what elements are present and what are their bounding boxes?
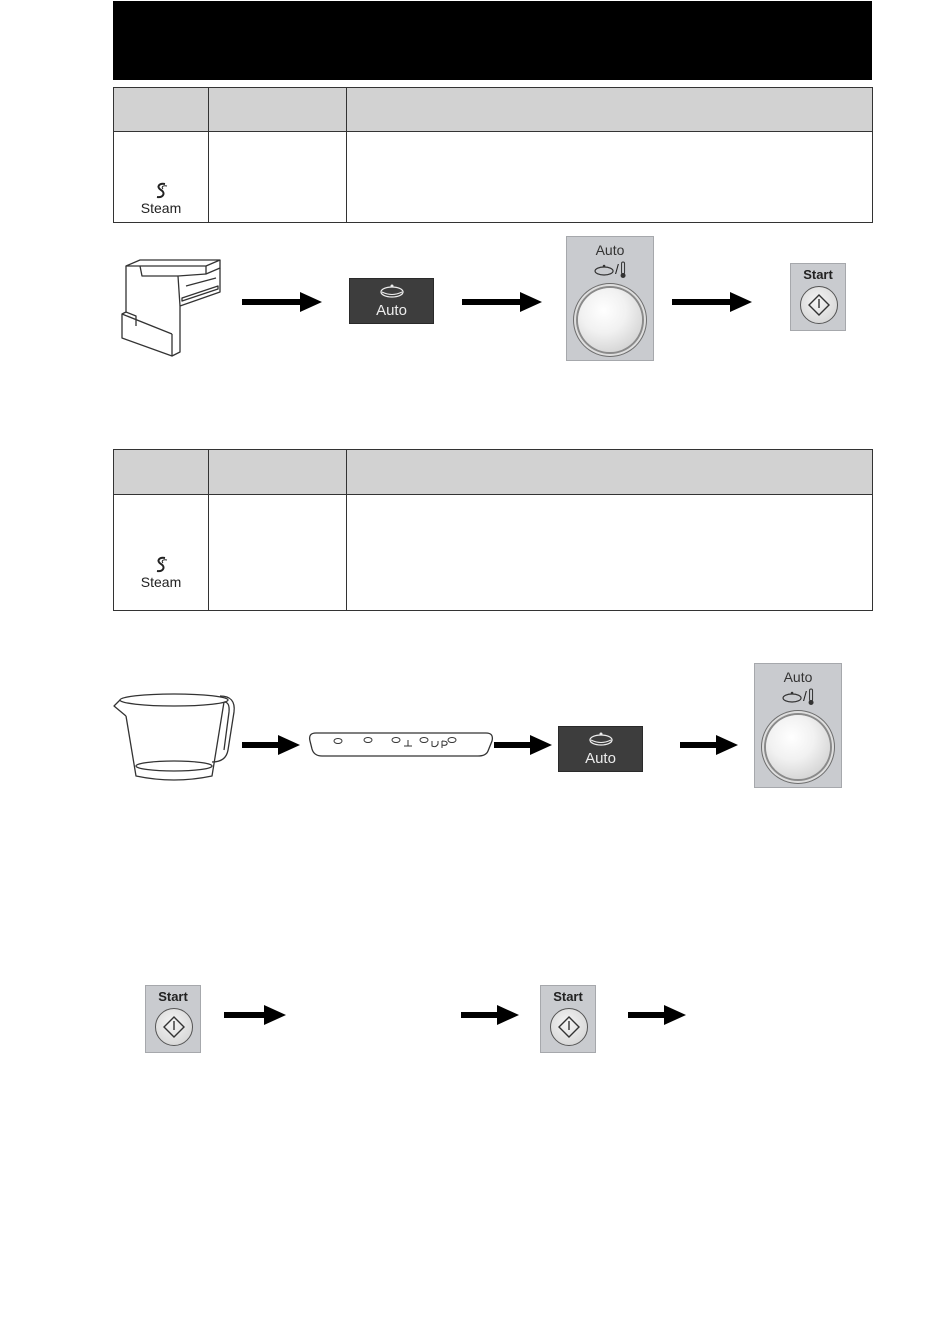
section-header-bar: [113, 1, 872, 80]
measuring-jug-illustration: [112, 692, 238, 784]
auto-dial-panel: [566, 236, 654, 361]
arrow-right-icon: [224, 1008, 286, 1022]
start-button-label: Start: [803, 267, 833, 282]
dial-separator: /: [803, 688, 807, 704]
dish-icon: [587, 731, 615, 747]
table2-header-2: [209, 450, 347, 495]
table2-steam-cell: [114, 495, 209, 611]
start-button[interactable]: [790, 263, 846, 331]
start-button-label: Start: [553, 989, 583, 1004]
auto-dial-panel: [754, 663, 842, 788]
table2-header-3: [347, 450, 873, 495]
arrow-right-icon: [628, 1008, 686, 1022]
table1-header-1: [114, 88, 209, 132]
dish-icon: [378, 283, 406, 299]
start-button-label: Start: [158, 989, 188, 1004]
dish-thermometer-icon: [781, 688, 815, 706]
auto-button-label: Auto: [376, 302, 407, 319]
table2-cell-2: [209, 495, 347, 611]
table1-steam-cell: [114, 132, 209, 223]
dial-title: Auto: [595, 242, 625, 258]
auto-dial-knob[interactable]: [578, 288, 642, 352]
arrow-right-icon: [680, 738, 738, 752]
start-diamond-icon: [800, 286, 838, 324]
start-button[interactable]: [540, 985, 596, 1053]
steam-table-1: [113, 87, 873, 223]
steam-label: Steam: [140, 574, 182, 590]
auto-dial-knob[interactable]: [766, 715, 830, 779]
arrow-right-icon: [462, 295, 542, 309]
start-diamond-icon: [550, 1008, 588, 1046]
dial-separator: /: [615, 261, 619, 277]
dish-thermometer-icon: [593, 261, 627, 279]
steam-container-illustration: [112, 256, 224, 358]
dial-title: Auto: [783, 669, 813, 685]
steam-table-2: [113, 449, 873, 611]
table1-header-3: [347, 88, 873, 132]
start-button[interactable]: [145, 985, 201, 1053]
auto-button-label: Auto: [585, 750, 616, 767]
start-diamond-icon: [155, 1008, 193, 1046]
table1-header-2: [209, 88, 347, 132]
arrow-right-icon: [672, 295, 752, 309]
arrow-right-icon: [461, 1008, 519, 1022]
table2-cell-3: [347, 495, 873, 611]
steam-icon: [153, 556, 169, 574]
arrow-right-icon: [242, 295, 322, 309]
table1-cell-3: [347, 132, 873, 223]
auto-button[interactable]: [349, 278, 434, 324]
auto-button[interactable]: [558, 726, 643, 772]
table2-header-1: [114, 450, 209, 495]
steam-shelf-illustration: [308, 729, 494, 759]
arrow-right-icon: [242, 738, 300, 752]
table1-cell-2: [209, 132, 347, 223]
steam-icon: [153, 182, 169, 200]
steam-label: Steam: [140, 200, 182, 216]
arrow-right-icon: [494, 738, 552, 752]
